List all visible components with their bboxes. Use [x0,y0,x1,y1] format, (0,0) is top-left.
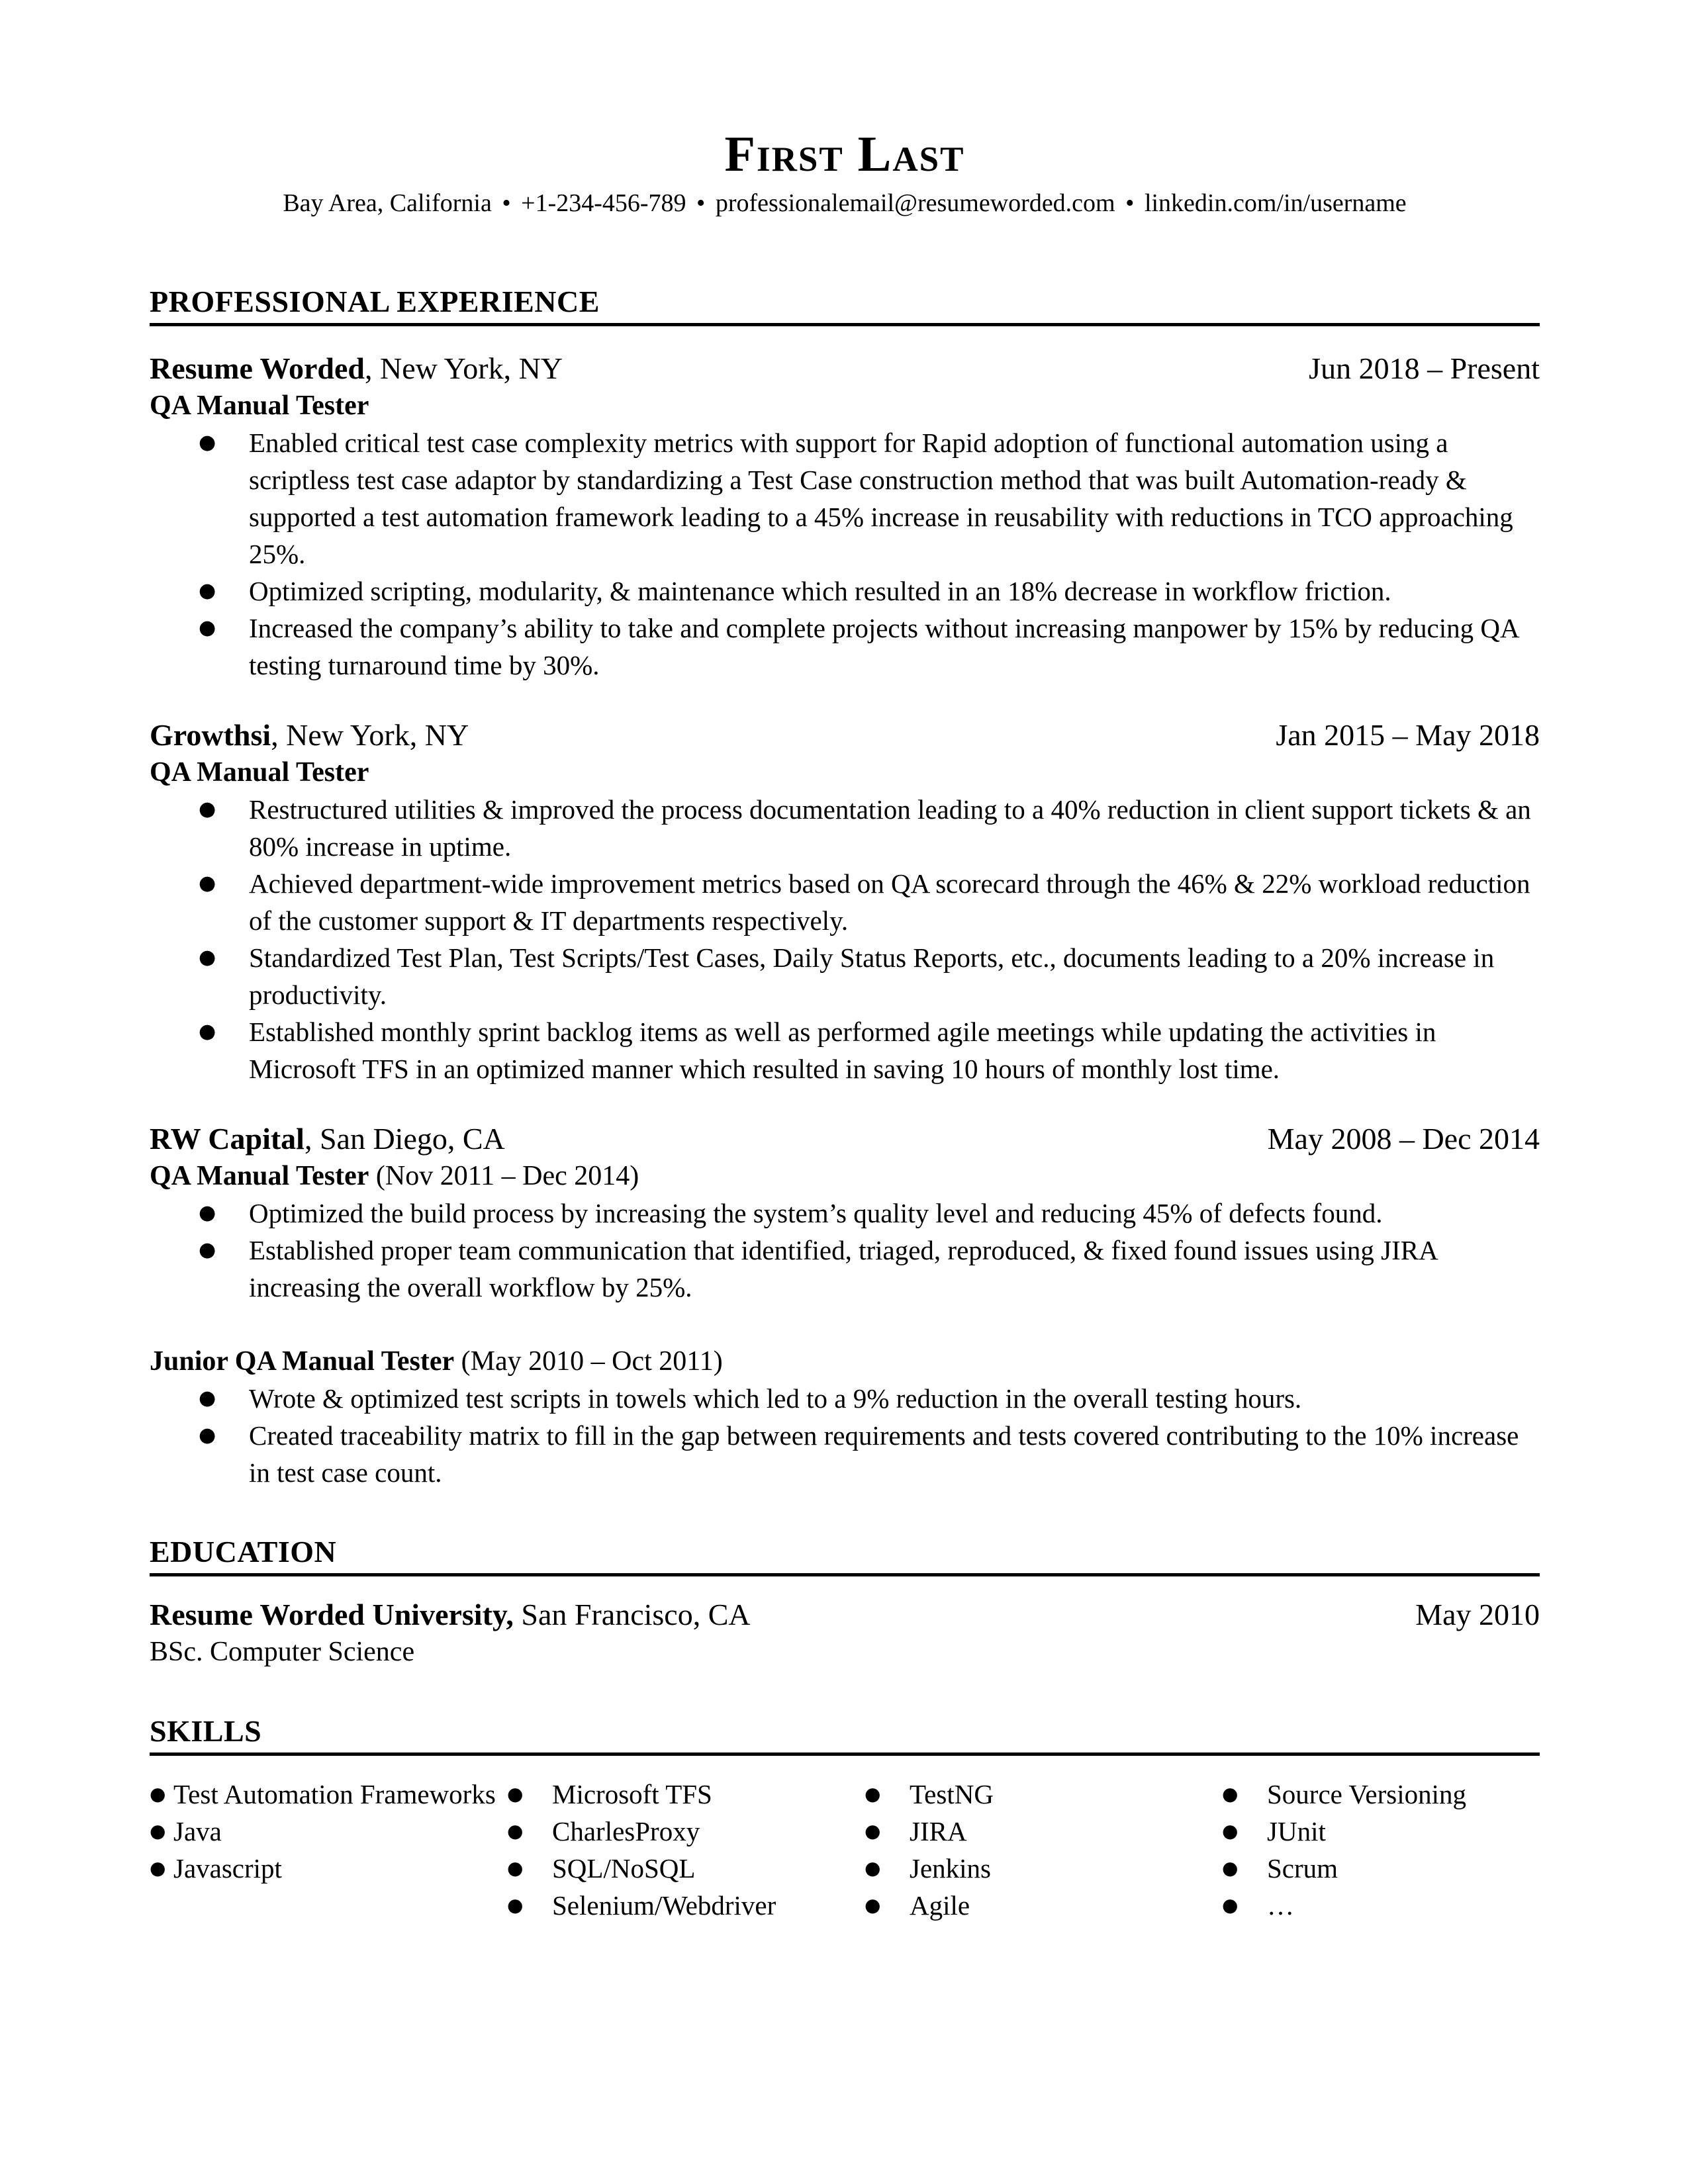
company-name: Growthsi [150,718,271,752]
skill-item [1222,1850,1540,1887]
section-title-skills: SKILLS [150,1713,1540,1756]
achievement-list [150,424,1540,684]
skills-column [865,1776,1222,1924]
bullet-icon: ● [199,579,216,602]
skill-item [507,1776,865,1813]
contact-phone: +1-234-456-789 [521,189,686,217]
bullet-icon: ● [865,1857,881,1879]
list-item [199,610,1540,684]
job-entry [150,350,1540,684]
education-header [150,1596,1540,1633]
role-title: QA Manual Tester [150,757,369,788]
graduation-date: May 2010 [1415,1598,1540,1631]
job-role [150,754,1540,791]
skills-grid [150,1776,1540,1924]
resume-header [150,126,1540,220]
bullet-icon: ● [199,1020,216,1043]
skill-item [865,1887,1222,1924]
company-name: RW Capital [150,1122,305,1156]
skill-label: Java [173,1816,222,1846]
bullet-icon: ● [199,946,216,969]
job-employer [150,350,563,387]
education-entry [150,1596,1540,1670]
job-header [150,1120,1540,1158]
skill-item [507,1887,865,1924]
contact-separator: • [696,189,706,217]
role-title: QA Manual Tester [150,1161,369,1191]
skills-column [1222,1776,1540,1924]
contact-separator: • [502,189,511,217]
school-name: Resume Worded University, [150,1598,514,1631]
skill-label: Javascript [173,1853,282,1884]
contact-linkedin: linkedin.com/in/username [1144,189,1407,217]
contact-location: Bay Area, California [283,189,492,217]
school-line [150,1596,751,1633]
bullet-icon: ● [150,1857,166,1879]
bullet-icon: ● [507,1857,524,1879]
skills-column [150,1776,507,1924]
bullet-icon: ● [1222,1820,1239,1842]
achievement-text: Increased the company’s ability to take and complete projects without increasing manpower by 15% by reducing QA testing turnaround time by 30%. [249,613,1519,680]
section-title-experience: PROFESSIONAL EXPERIENCE [150,283,1540,326]
skill-item [865,1813,1222,1850]
list-item [199,572,1540,610]
list-item [199,1232,1540,1306]
job-dates: Jun 2018 – Present [1309,351,1540,385]
bullet-icon: ● [1222,1894,1239,1916]
achievement-list [150,791,1540,1087]
skill-label: JUnit [1267,1816,1326,1846]
skill-label: Microsoft TFS [552,1779,712,1809]
bullet-icon: ● [199,431,216,454]
skill-item [1222,1776,1540,1813]
skill-label: JIRA [910,1816,967,1846]
achievement-text: Established proper team communication that identified, triaged, reproduced, & fixed found issues using JIRA increasing the overall workflow by 25%. [249,1235,1437,1302]
company-location: , San Diego, CA [304,1122,505,1156]
skill-item [865,1850,1222,1887]
job-header [150,350,1540,387]
job-employer [150,717,469,754]
contact-separator: • [1125,189,1135,217]
list-item [199,1195,1540,1232]
bullet-icon: ● [1222,1857,1239,1879]
bullet-icon: ● [199,797,216,821]
list-item [199,1013,1540,1087]
skills-section [150,1713,1540,1924]
role-title: Junior QA Manual Tester [150,1346,455,1377]
skill-item [507,1813,865,1850]
skill-item [150,1850,507,1887]
achievement-text: Optimized the build process by increasing the system’s quality level and reducing 45% of defects found. [249,1198,1383,1228]
job-employer [150,1120,505,1158]
company-name: Resume Worded [150,351,365,385]
achievement-text: Established monthly sprint backlog items as well as performed agile meetings while updating the activities in Microsoft TFS in an optimized manner which resulted in saving 10 hours of monthly lost time. [249,1017,1436,1084]
resume-page [150,126,1540,1924]
bullet-icon: ● [865,1894,881,1916]
bullet-icon: ● [199,872,216,895]
achievement-text: Enabled critical test case complexity metrics with support for Rapid adoption of functional automation using a scriptless test case adaptor by standardizing a Test Case construction method that was built Automation-ready & supported a test automation framework leading to a 45% increase in reusability with reductions in TCO approaching 25%. [249,428,1513,569]
skill-item [1222,1887,1540,1924]
bullet-icon: ● [199,1238,216,1261]
list-item [199,791,1540,865]
skill-label: … [1267,1890,1294,1921]
bullet-icon: ● [1222,1783,1239,1805]
role-title: QA Manual Tester [150,390,369,421]
skill-label: SQL/NoSQL [552,1853,696,1884]
education-section [150,1533,1540,1670]
section-title-education: EDUCATION [150,1533,1540,1576]
achievement-text: Standardized Test Plan, Test Scripts/Test Cases, Daily Status Reports, etc., documents leading to a 20% increase in productivity. [249,942,1495,1010]
bullet-icon: ● [507,1783,524,1805]
achievement-list [150,1380,1540,1491]
list-item [199,424,1540,572]
company-location: , New York, NY [271,718,469,752]
bullet-icon: ● [865,1820,881,1842]
achievement-text: Restructured utilities & improved the process documentation leading to a 40% reduction in client support tickets & an 80% increase in uptime. [249,794,1531,862]
job-role [150,1158,1540,1195]
skill-item [507,1850,865,1887]
list-item [199,1380,1540,1417]
achievement-text: Achieved department-wide improvement metrics based on QA scorecard through the 46% & 22% workload reduction of the customer support & IT departments respectively. [249,868,1530,936]
list-item [199,865,1540,939]
contact-email: professionalemail@resumeworded.com [715,189,1115,217]
skill-item [150,1776,507,1813]
skill-label: Scrum [1267,1853,1338,1884]
skill-label: Jenkins [910,1853,991,1884]
achievement-text: Wrote & optimized test scripts in towels which led to a 9% reduction in the overall testing hours. [249,1383,1302,1414]
bullet-icon: ● [865,1783,881,1805]
role-dates: (Nov 2011 – Dec 2014) [369,1161,639,1191]
bullet-icon: ● [150,1820,166,1842]
skill-item [1222,1813,1540,1850]
skill-label: Test Automation Frameworks [173,1779,496,1809]
skill-item [865,1776,1222,1813]
skill-label: Selenium/Webdriver [552,1890,776,1921]
job-role [150,1343,1540,1380]
bullet-icon: ● [199,1201,216,1224]
achievement-list [150,1195,1540,1306]
achievement-text: Created traceability matrix to fill in the gap between requirements and tests covered contributing to the 10% increase in test case count. [249,1420,1519,1488]
job-dates: May 2008 – Dec 2014 [1267,1122,1540,1156]
role-dates: (May 2010 – Oct 2011) [454,1346,723,1377]
contact-line [150,187,1540,220]
job-entry [150,717,1540,1087]
bullet-icon: ● [199,1387,216,1410]
bullet-icon: ● [199,616,216,639]
skill-label: Agile [910,1890,970,1921]
job-header [150,717,1540,754]
skills-column [507,1776,865,1924]
job-dates: Jan 2015 – May 2018 [1276,718,1540,752]
degree: BSc. Computer Science [150,1637,415,1667]
skill-label: Source Versioning [1267,1779,1467,1809]
bullet-icon: ● [507,1894,524,1916]
skill-label: TestNG [910,1779,994,1809]
skill-label: CharlesProxy [552,1816,700,1846]
achievement-text: Optimized scripting, modularity, & maintenance which resulted in an 18% decrease in workflow friction. [249,576,1391,606]
school-location: San Francisco, CA [513,1598,751,1631]
company-location: , New York, NY [365,351,563,385]
bullet-icon: ● [150,1783,166,1805]
list-item [199,1417,1540,1491]
experience-section [150,283,1540,1491]
bullet-icon: ● [199,1424,216,1447]
skill-item [150,1813,507,1850]
job-role [150,387,1540,424]
bullet-icon: ● [507,1820,524,1842]
job-entry [150,1120,1540,1491]
candidate-name: First Last [724,126,965,182]
list-item [199,939,1540,1013]
